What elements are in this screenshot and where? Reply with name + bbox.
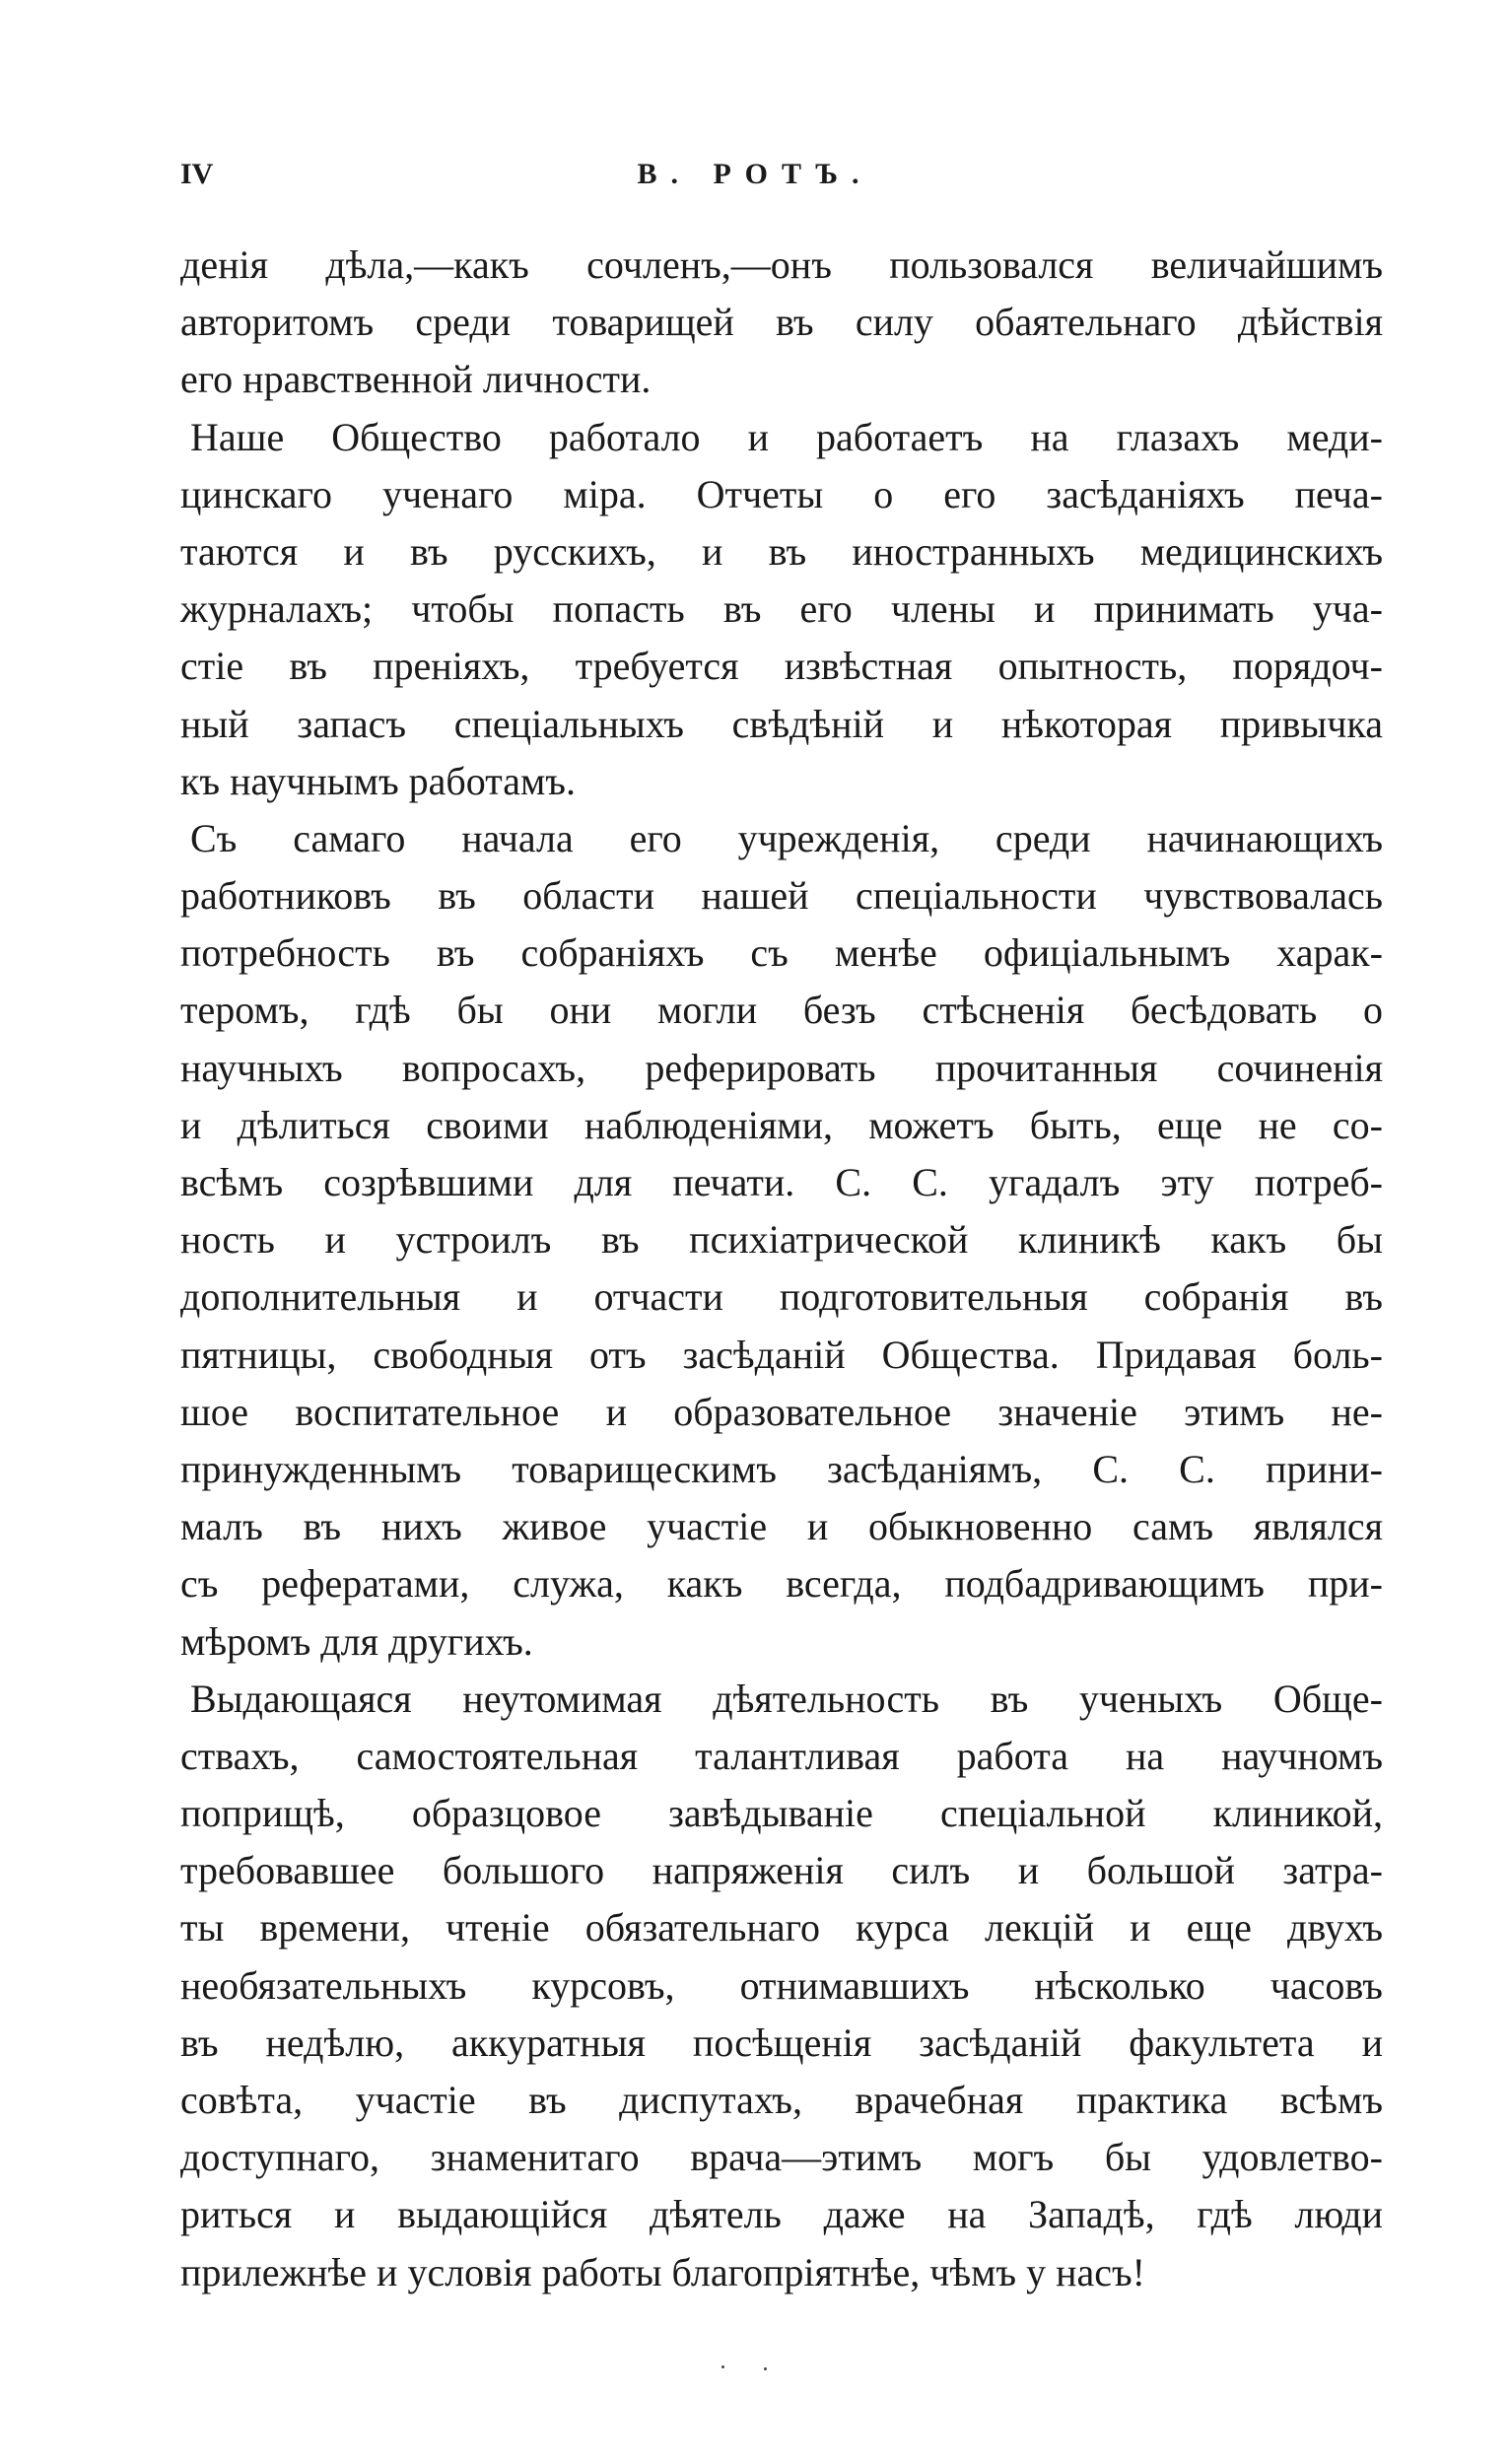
text-line: пятницы, свободныя отъ засѣданій Общества. Придавая боль-: [180, 1332, 1383, 1377]
text-line: работниковъ въ области нашей спеціальности чувствовалась: [180, 873, 1383, 919]
text-line: ты времени, чтеніе обязательнаго курса лекцій и еще двухъ: [180, 1905, 1383, 1951]
text-line: дополнительныя и отчасти подготовительныя собранія въ: [180, 1274, 1383, 1320]
running-title: В. РОТЪ.: [637, 158, 873, 190]
text-line: и дѣлиться своими наблюденіями, можетъ быть, еще не со-: [180, 1102, 1383, 1147]
text-line: теромъ, гдѣ бы они могли безъ стѣсненія бесѣдовать о: [180, 988, 1383, 1033]
text-line: денія дѣла,—какъ сочленъ,—онъ пользовался величайшимъ: [180, 242, 1383, 287]
text-line: малъ въ нихъ живое участіе и обыкновенно самъ являлся: [180, 1504, 1383, 1549]
text-line: необязательныхъ курсовъ, отнимавшихъ нѣсколько часовъ: [180, 1962, 1383, 2008]
text-line: ный запасъ спеціальныхъ свѣдѣній и нѣкоторая привычка: [180, 701, 1383, 746]
text-line: всѣмъ созрѣвшими для печати. С. С. угадалъ эту потреб-: [180, 1160, 1383, 1204]
text-line: принужденнымъ товарищескимъ засѣданіямъ, С. С. прини-: [180, 1446, 1383, 1491]
text-line: таются и въ русскихъ, и въ иностранныхъ медицинскихъ: [180, 528, 1383, 574]
text-line: потребность въ собраніяхъ съ менѣе офиціальнымъ харак-: [180, 930, 1383, 976]
text-line: Наше Общество работало и работаетъ на глазахъ меди-: [190, 414, 1383, 459]
text-line: совѣта, участіе въ диспутахъ, врачебная практика всѣмъ: [180, 2078, 1383, 2122]
text-line: риться и выдающійся дѣятель даже на Западѣ, гдѣ люди: [180, 2192, 1383, 2237]
page-number: IV: [180, 158, 214, 190]
text-line: Выдающаяся неутомимая дѣятельность въ ученыхъ Обще-: [190, 1676, 1383, 1721]
text-line: научныхъ вопросахъ, реферировать прочитанныя сочиненія: [180, 1045, 1383, 1090]
text-line: цинскаго ученаго міра. Отчеты о его засѣданіяхъ печа-: [180, 471, 1383, 516]
text-line: къ научнымъ работамъ.: [180, 758, 576, 803]
text-line: авторитомъ среди товарищей въ силу обаятельнаго дѣйствія: [180, 300, 1383, 345]
scan-speck: [764, 2367, 767, 2370]
body-text: [180, 237, 1383, 2301]
text-line: журналахъ; чтобы попасть въ его члены и принимать уча-: [180, 586, 1383, 632]
text-line: прилежнѣе и условія работы благопріятнѣе, чѣмъ у насъ!: [180, 2249, 1146, 2294]
text-line: мѣромъ для другихъ.: [180, 1618, 533, 1664]
text-line: стіе въ преніяхъ, требуется извѣстная опытность, порядоч-: [180, 644, 1383, 689]
text-line: шое воспитательное и образовательное значеніе этимъ не-: [180, 1389, 1383, 1434]
text-line: его нравственной личности.: [180, 357, 652, 402]
text-line: поприщѣ, образцовое завѣдываніе спеціальной клиникой,: [180, 1791, 1383, 1836]
text-line: ствахъ, самостоятельная талантливая работа на научномъ: [180, 1733, 1383, 1778]
text-line: ность и устроилъ въ психіатрической клиникѣ какъ бы: [180, 1217, 1383, 1263]
text-line: Съ самаго начала его учрежденія, среди начинающихъ: [190, 815, 1383, 860]
text-line: съ рефератами, служа, какъ всегда, подбадривающимъ при-: [180, 1561, 1383, 1607]
text-line: доступнаго, знаменитаго врача—этимъ могъ бы удовлетво-: [180, 2135, 1383, 2180]
text-line: въ недѣлю, аккуратныя посѣщенія засѣданій факультета и: [180, 2019, 1383, 2065]
scan-speck: [721, 2365, 724, 2368]
text-line: требовавшее большого напряженія силъ и большой затра-: [180, 1848, 1383, 1893]
